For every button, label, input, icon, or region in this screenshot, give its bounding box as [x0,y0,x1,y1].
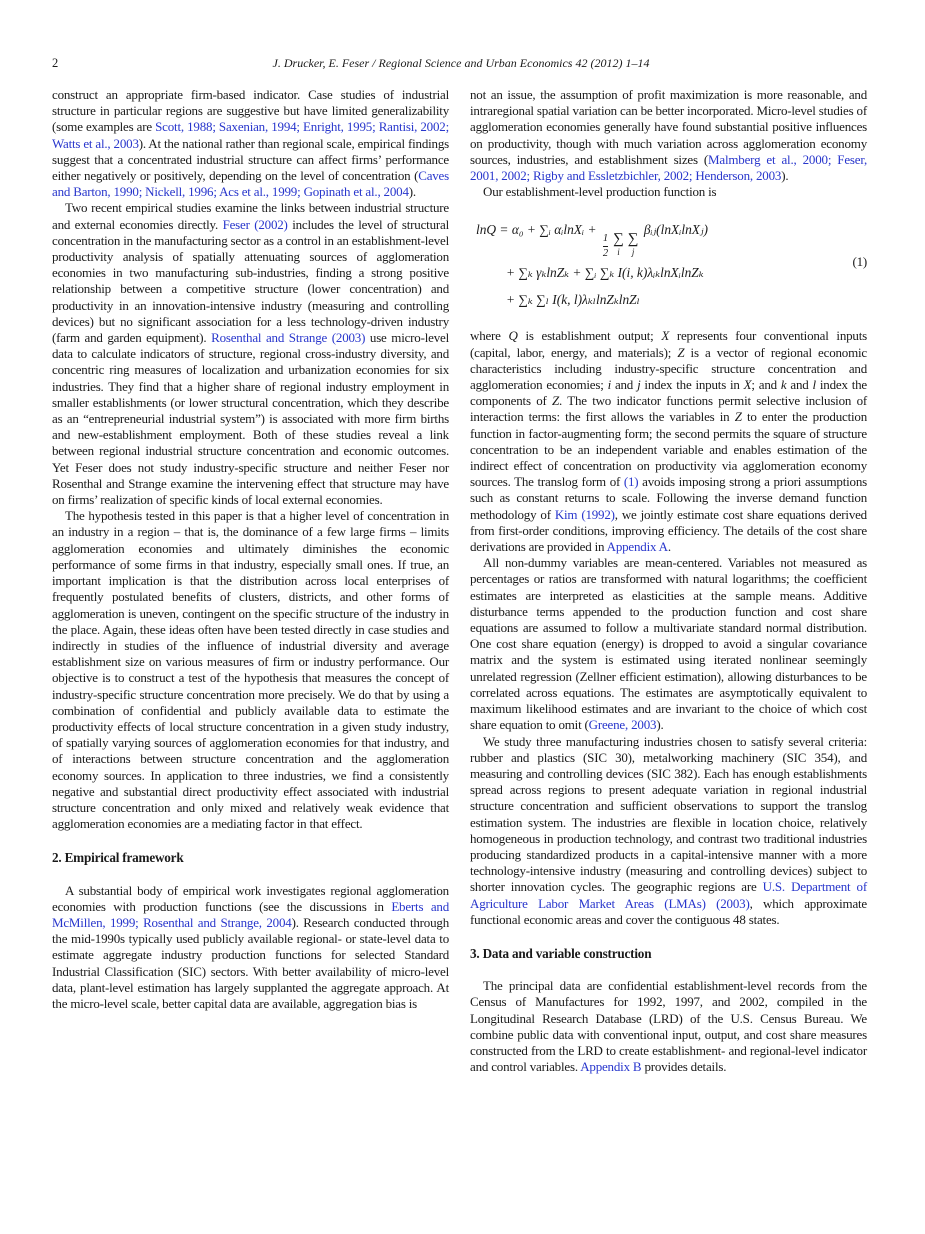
inline-text: Z [677,344,685,360]
inline-text: ). [781,168,789,184]
citation-link[interactable]: Caves and Barton, 1990; Nickell, 1996; Acs et al., 1999; Gopinath et al., 2004 [52,168,449,200]
summation-over-i [613,232,624,257]
paragraph [470,328,867,555]
paragraph [470,184,867,200]
fraction-denominator: 2 [602,247,609,259]
sigma-symbol: ∑ [627,231,639,248]
fraction-one-half [603,234,608,259]
inline-text: We study three manufacturing industries chosen to satisfy several criteria: rubber and plastics (SIC 30), metalworking machinery (SIC 354), and measuring and controlling devices (SIC 382). Each has enough establishments spread across regions to present adequate variation in regional industrial structure concentration and sufficient observations to support the translog estimation system. The industries are flexible in location choice, relatively homogeneous in production technology, and contrast two traditional industries producing standardized products in a capital-intensive manner with a more technology-intensive industry (measuring and controlling devices) subject to shorter innovation cycles. The geographic regions are [470,733,867,895]
page-header [52,56,870,72]
inline-text: k [780,377,787,393]
equation-text: + ∑ₖ ∑ₗ I(k, l)λₖₗlnZₖlnZₗ [506,292,640,308]
two-column-body [52,87,867,1075]
inline-text: j [637,377,641,393]
section-heading-empirical-framework: 2. Empirical framework [52,850,184,866]
inline-text: The hypothesis tested in this paper is that a higher level of concentration in an industry in a region – that is, the dominance of a few large firms – limits agglomeration economies and ultimately diminishes the economic performance of some firms in that industry, especially small ones. If true, an important implication is that the distribution across local enterprises of frequently postulated benefits of clusters, districts, and other forms of agglomeration is uneven, contingent on the specific structure of the industry in the place. Again, these ideas often have been tested directly in case studies and indirectly in studies of the influence of industrial diversity and average establishment size on various measures of firm or industry performance. Our objective is to construct a test of the hypothesis that measures the concept of industry-specific structure concentration more precisely. We do that by using a combination of confidential and publicly available data to estimate the productivity effects of local structure concentration in a given study industry, of spatially varying sources of agglomeration economies for that industry, and of interactions between structure concentration and the agglomeration economy sources. In application to three industries, we find a consistently negative and substantial direct productivity effect associated with industrial structure concentration and only mixed and relatively weak evidence that agglomeration economies are a mediating factor in that effect. [52,508,449,832]
paragraph [470,734,867,928]
equation-1 [470,216,867,313]
inline-text: All non-dummy variables are mean-centered. Variables not measured as percentages or ratios are transformed with natural logarithms; the coefficient estimates are interpreted as elasticities at the sample means. Additive disturbance terms appended to the production function and cost share equations are assumed to follow a multivariate standard normal distribution. One cost share equation (energy) is dropped to avoid a singular covariance matrix and the system is estimated using iterated nonlinear seemingly unrelated regression (Zellner efficient estimation), allowing disturbances to be correlated across equations. The estimates are asymptotically equivalent to maximum likelihood estimates and are invariant to the choice of which cost share equation to omit ( [470,555,867,733]
inline-text: index the components of [470,377,867,409]
summation-limit: j [631,247,635,258]
right-column [470,87,867,1075]
paragraph [470,555,867,733]
inline-text: index the inputs in [640,377,744,393]
paragraph [52,200,449,508]
inline-text: , we jointly estimate cost share equations derived from first-order conditions, improving efficiency. The details of the cost share derivations are provided in [470,506,867,555]
inline-text: includes the level of structural concentration in the manufacturing sector as a control in an establishment-level productivity analysis of spatially attenuating sources of agglomeration economies in two manufacturing sub-industries, finding a strong positive relationship between a competitive structure (lower concentration) and productivity in an innovation-intensive industry (measuring and controlling devices) but no significant association for a less technology-driven industry (farm and garden equipment). [52,216,449,346]
fraction-numerator: 1 [602,233,609,245]
inline-text: The principal data are confidential establishment-level records from the Census of Manufactures for 1992, 1997, and 2002, compiled in the Longitudinal Research Database (LRD) of the U.S. Census Bureau. We combine public data with conventional input, output, and cost share measures constructed from the LRD to create establishment- and regional-level indicator and control variables. [470,978,867,1075]
inline-text: Z [734,409,742,425]
inline-text: Q [508,328,518,344]
equation-text: lnQ = α₀ + ∑ᵢ αᵢlnXᵢ + [476,222,600,238]
inline-text: Our establishment-level production function is [483,184,717,200]
paragraph [470,978,867,1075]
inline-text: ). [656,717,664,733]
citation-link[interactable]: Malmberg et al., 2000; Feser, 2001, 2002; Rigby and Essletzbichler, 2002; Henderson, 2003 [470,151,867,184]
inline-text: not an issue, the assumption of profit maximization is more reasonable, and intraregional spatial variation can be better incorporated. Micro-level studies of agglomeration economies generally have found substantial positive influences on productivity, though with much variation across agglomeration economy sources, industries, and establishment sizes ( [470,87,867,167]
inline-text: Two recent empirical studies examine the links between industrial structure and external economies directly. [52,200,449,232]
paragraph [52,87,449,200]
inline-text: ). [408,184,416,200]
citation-link[interactable]: Appendix B [580,1059,642,1075]
equation-number[interactable]: (1) [852,254,867,270]
summation-over-j [628,232,639,257]
equation-line [476,216,833,259]
inline-text: . The two indicator functions permit selective inclusion of interaction terms: the first allows the variables in [470,393,867,425]
equation-line [476,259,833,286]
inline-text: X [743,377,752,393]
equation-text: + ∑ₖ γₖlnZₖ + ∑ᵢ ∑ₖ I(i, k)λᵢₖlnXᵢlnZₖ [506,265,704,281]
inline-text: provides details. [641,1059,727,1075]
section-heading-data-construction: 3. Data and variable construction [470,945,652,961]
inline-text: to enter the production function in factor-augmenting form; the second permits the square of structure concentration to be an independent variable and enables estimation of the indirect effect of concentration on productivity via agglomeration economy sources. The translog form of [470,409,867,490]
paragraph [470,87,867,184]
inline-text: l [812,377,816,393]
running-title: J. Drucker, E. Feser / Regional Science and Urban Economics 42 (2012) 1–14 [272,56,650,70]
summation-limit: i [617,247,620,258]
inline-text: use micro-level data to calculate indicators of structure, regional cross-industry diversity, and concentric ring measures of localization and urbanization economies for six industries. They find that a higher share of regional industry employment in smaller establishments (or lower structural concentration, which they describe as an “entrepreneurial industrial system”) is associated with more firm births and new-establishment employment. Both of these studies reveal a link between regional industrial structure concentration and economic outcomes. Yet Feser does not study industry-specific structure and neither Feser nor Rosenthal and Strange examine the intervening effect that structure may have on firms’ realization of specific kinds of local external economies. [52,330,449,508]
inline-text: , which approximate functional economic areas and cover the contiguous 48 states. [470,895,867,927]
inline-text: and [786,377,813,393]
inline-text: where [470,328,509,344]
inline-text: and [611,377,638,393]
inline-text: is establishment output; [517,328,662,344]
inline-text: A substantial body of empirical work investigates regional agglomeration economies with production functions (see the discussions in [52,882,449,914]
paragraph [52,883,449,1013]
inline-text: ). At the national rather than regional scale, empirical findings suggest that a concentrated industrial structure can affect firms’ performance either negatively or positively, depending on the level of concentration ( [52,135,449,184]
citation-link[interactable]: Greene, 2003 [588,717,657,733]
citation-link[interactable]: Eberts and McMillen, 1999; Rosenthal and Strange, 2004 [52,898,450,930]
inline-text: avoids imposing strong a priori assumptions such as constant returns to scale. Following the inverse demand function methodology of [470,474,867,522]
sigma-symbol: ∑ [613,231,624,248]
citation-link[interactable]: U.S. Department of Agriculture Labor Market Areas (LMAs) (2003) [470,879,867,911]
inline-text: ). Research conducted through the mid-1990s typically used publicly available regional- or state-level data to estimate aggregate industry production functions for selected Standard Industrial Classification (SIC) sectors. With better availability of micro-level data, plant-level estimation has largely supplanted the aggregate approach. At the micro-level scale, better capital data are available, aggregation bias is [52,914,450,1011]
equation-line [476,286,833,313]
citation-link[interactable]: Scott, 1988; Saxenian, 1994; Enright, 1995; Rantisi, 2002; Watts et al., 2003 [52,119,449,151]
citation-link[interactable]: Appendix A [606,539,668,555]
citation-link[interactable]: Feser (2002) [222,216,288,232]
inline-text: i [607,377,611,393]
page-number: 2 [52,56,59,70]
left-column [52,87,449,1075]
equation-text: βᵢⱼ(lnXᵢlnXⱼ) [640,222,708,238]
citation-link[interactable]: Kim (1992) [554,506,615,522]
inline-text: represents four conventional inputs (capital, labor, energy, and materials); [470,328,867,360]
citation-link[interactable]: (1) [623,474,639,490]
inline-text: Z [552,393,560,409]
inline-text: X [661,328,670,344]
inline-text: construct an appropriate firm-based indicator. Case studies of industrial structure in particular regions are suggestive but have limited generalizability (some examples are [52,87,449,135]
citation-link[interactable]: Rosenthal and Strange (2003) [211,330,366,346]
inline-text: is a vector of regional economic characteristics including industry-specific structure concentration and agglomeration economies; [470,344,867,393]
paragraph [52,508,449,832]
inline-text: . [667,539,671,555]
inline-text: ; and [751,377,781,393]
